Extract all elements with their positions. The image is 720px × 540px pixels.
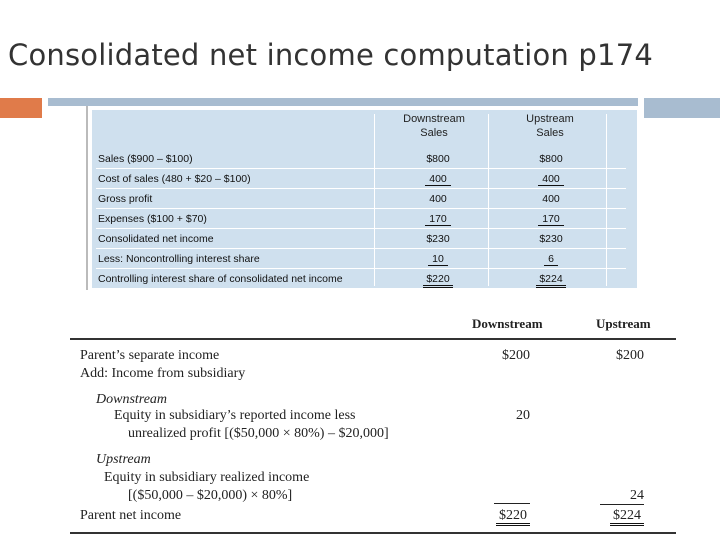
upstream-value: 400	[538, 173, 564, 186]
downstream-value: 400	[429, 193, 447, 205]
header-line: Downstream	[403, 113, 465, 125]
upstream-label: Upstream	[96, 452, 151, 467]
subtotal-rule	[494, 503, 530, 504]
upstream-value: 400	[542, 193, 560, 205]
footer-rule	[70, 532, 676, 534]
row-label: Consolidated net income	[98, 233, 214, 245]
parent-separate-income-label: Parent’s separate income	[80, 348, 220, 363]
header-downstream-sales	[388, 112, 480, 140]
parent-income-upstream: $200	[616, 348, 644, 363]
upstream-line2: [($50,000 – $20,000) × 80%]	[128, 488, 293, 503]
downstream-value: $800	[426, 153, 450, 165]
downstream-value: $220	[423, 273, 452, 288]
header-upstream-sales	[504, 112, 596, 140]
upstream-value: 6	[544, 253, 558, 266]
downstream-label: Downstream	[96, 392, 168, 407]
header-upstream: Upstream	[596, 316, 651, 331]
table-row	[96, 169, 626, 189]
downstream-value: 10	[428, 253, 448, 266]
parent-income-table	[70, 306, 680, 536]
row-label: Controlling interest share of consolidated net income	[98, 273, 343, 285]
row-label: Less: Noncontrolling interest share	[98, 253, 260, 265]
header-rule	[70, 338, 676, 340]
upstream-line1: Equity in subsidiary realized income	[104, 470, 310, 485]
parent-income-downstream: $200	[502, 348, 530, 363]
header-line: Sales	[536, 127, 564, 139]
slide-title: Consolidated net income computation p174	[8, 38, 653, 72]
downstream-value: 400	[425, 173, 451, 186]
accent-bar-orange	[0, 98, 42, 118]
table-row	[96, 189, 626, 209]
row-label: Expenses ($100 + $70)	[98, 213, 207, 225]
header-line: Sales	[420, 127, 448, 139]
upstream-equity-value: 24	[600, 488, 644, 505]
row-label: Cost of sales (480 + $20 – $100)	[98, 173, 251, 185]
row-label: Sales ($900 – $100)	[98, 153, 193, 165]
add-income-label: Add: Income from subsidiary	[80, 366, 246, 381]
downstream-line2: unrealized profit [($50,000 × 80%) – $20,000]	[128, 426, 389, 441]
downstream-value: 170	[425, 213, 451, 226]
upstream-value: $224	[536, 273, 565, 288]
net-income-downstream: $220	[496, 508, 530, 526]
accent-bar-blue-right	[644, 98, 720, 118]
downstream-value: $230	[426, 233, 450, 245]
net-income-upstream: $224	[610, 508, 644, 526]
table-row	[96, 269, 626, 288]
income-table-image	[86, 106, 640, 290]
downstream-line1: Equity in subsidiary’s reported income less	[114, 408, 356, 423]
row-label: Gross profit	[98, 193, 153, 205]
accent-bar-blue	[48, 98, 638, 106]
upstream-value: $800	[539, 153, 563, 165]
parent-net-income-label: Parent net income	[80, 508, 182, 523]
header-line: Upstream	[526, 113, 574, 125]
downstream-equity-value: 20	[516, 408, 530, 423]
header-downstream: Downstream	[472, 316, 543, 331]
table-row	[96, 209, 626, 229]
upstream-value: $230	[539, 233, 563, 245]
table-row	[96, 249, 626, 269]
table-row	[96, 149, 626, 169]
upstream-value: 170	[538, 213, 564, 226]
table-row	[96, 229, 626, 249]
